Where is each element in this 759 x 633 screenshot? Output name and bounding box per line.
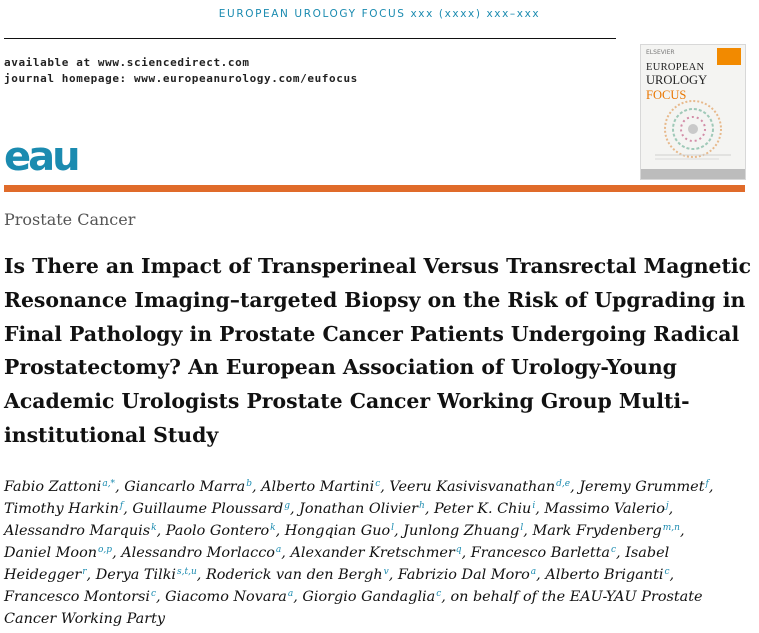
header-rule [4, 38, 616, 39]
title-line: Final Pathology in Prostate Cancer Patients Undergoing Radical [4, 321, 740, 346]
author-separator: , [570, 479, 580, 495]
author-separator: , [535, 501, 545, 517]
journal-cover-thumbnail [640, 44, 746, 180]
journal-homepage: journal homepage: www.europeanurology.com/eufocus [4, 72, 358, 85]
affiliation-marker[interactable]: f [705, 479, 709, 490]
author-name: Hongqian Guo [284, 523, 391, 539]
author-separator: , [441, 589, 451, 605]
author-name: Isabel [625, 545, 670, 561]
author-separator: , [251, 479, 262, 495]
affiliation-marker[interactable]: c [150, 589, 156, 600]
author-name: Heidegger [4, 567, 82, 583]
cover-title-line1: EUROPEAN [646, 62, 705, 73]
author-separator: , [424, 501, 434, 517]
author-separator: , [281, 545, 291, 561]
title-line: Academic Urologists Prostate Cancer Working Group Multi- [4, 389, 690, 414]
author-name: Peter K. Chiu [433, 501, 532, 517]
author-name: Alexander Kretschmer [290, 545, 455, 561]
author-line [4, 586, 754, 608]
title-line: Prostatectomy? An European Association of Urology-Young [4, 355, 677, 380]
author-name: Giacomo Novara [165, 589, 287, 605]
affiliation-marker[interactable]: o,p [98, 545, 113, 556]
author-line [4, 608, 754, 630]
author-name: Junlong Zhuang [403, 523, 520, 539]
section-label: Prostate Cancer [4, 210, 136, 229]
author-separator: , [289, 501, 300, 517]
affiliation-marker[interactable]: l [520, 523, 524, 534]
journal-running-header: EUROPEAN UROLOGY FOCUS xxx (xxxx) xxx–xxx [218, 8, 541, 20]
author-separator: , [275, 523, 285, 539]
author-name: Alberto Briganti [545, 567, 664, 583]
author-separator: , [293, 589, 303, 605]
affiliation-marker[interactable]: s,t,u [177, 567, 197, 578]
cover-artwork [649, 93, 737, 163]
author-name: Jonathan Olivier [299, 501, 419, 517]
affiliation-marker[interactable]: d,e [556, 479, 571, 490]
affiliation-marker[interactable]: a [287, 589, 294, 600]
author-name: Francesco Barletta [470, 545, 610, 561]
cover-impact-badge [717, 48, 741, 65]
affiliation-marker[interactable]: l [391, 523, 395, 534]
author-line [4, 542, 754, 564]
author-line [4, 520, 754, 542]
cover-title-word1: UROLOGY [646, 73, 707, 87]
affiliation-marker[interactable]: a [530, 567, 537, 578]
author-separator: , [196, 567, 206, 583]
affiliation-marker[interactable]: a [275, 545, 282, 556]
author-line [4, 476, 754, 498]
author-separator: , [708, 479, 714, 495]
author-name: Daniel Moon [4, 545, 98, 561]
affiliation-marker[interactable]: h [419, 501, 425, 512]
affiliation-marker[interactable]: b [246, 479, 252, 490]
cover-publisher-mark: ELSEVIER [646, 49, 675, 56]
affiliation-marker[interactable]: j [665, 501, 669, 512]
author-separator: , [380, 479, 390, 495]
author-separator: , [536, 567, 546, 583]
author-separator: , [616, 545, 626, 561]
affiliation-marker[interactable]: r [82, 567, 87, 578]
affiliation-marker[interactable]: a,* [102, 479, 116, 490]
affiliation-marker[interactable]: f [119, 501, 124, 512]
author-name: Paolo Gontero [165, 523, 270, 539]
author-name: Jeremy Grummet [579, 479, 705, 495]
sciencedirect-availability: available at www.sciencedirect.com [4, 56, 250, 69]
author-name: Cancer Working Party [4, 611, 166, 627]
author-separator: , [461, 545, 471, 561]
affiliation-marker[interactable]: c [664, 567, 670, 578]
cover-title-word2: FOCUS [646, 88, 687, 102]
author-name: Francesco Montorsi [4, 589, 150, 605]
author-separator: , [388, 567, 398, 583]
author-separator: , [86, 567, 96, 583]
affiliation-marker[interactable]: k [270, 523, 276, 534]
author-name: Fabio Zattoni [4, 479, 102, 495]
affiliation-marker[interactable]: v [383, 567, 389, 578]
author-name: Roderick van den Bergh [205, 567, 383, 583]
author-separator: , [156, 589, 166, 605]
affiliation-marker[interactable]: k [151, 523, 157, 534]
author-list [4, 476, 754, 630]
affiliation-marker[interactable]: c [375, 479, 381, 490]
affiliation-marker[interactable]: i [532, 501, 536, 512]
orange-divider [4, 185, 745, 192]
eau-logo [4, 136, 90, 178]
author-name: Fabrizio Dal Moro [397, 567, 530, 583]
author-name: Alessandro Morlacco [121, 545, 275, 561]
author-name: Giorgio Gandaglia [302, 589, 436, 605]
author-name: Massimo Valerio [544, 501, 665, 517]
cover-footer-band [641, 169, 745, 179]
author-separator: , [668, 501, 674, 517]
affiliation-marker[interactable]: c [611, 545, 617, 556]
author-separator: , [156, 523, 166, 539]
author-separator: , [123, 501, 133, 517]
author-name: on behalf of the EAU-YAU Prostate [450, 589, 703, 605]
author-separator: , [679, 523, 685, 539]
author-separator: , [523, 523, 533, 539]
author-name: Timothy Harkin [4, 501, 119, 517]
eau-logo-text: eau [4, 136, 78, 178]
author-separator: , [669, 567, 675, 583]
author-separator: , [394, 523, 404, 539]
author-name: Derya Tilki [95, 567, 177, 583]
author-name: Alberto Martini [261, 479, 375, 495]
author-line [4, 564, 754, 586]
title-line: Resonance Imaging–targeted Biopsy on the Risk of Upgrading in [4, 287, 746, 312]
affiliation-marker[interactable]: g [284, 501, 290, 512]
author-name: Alessandro Marquis [4, 523, 151, 539]
affiliation-marker[interactable]: q [455, 545, 462, 556]
author-separator: , [112, 545, 122, 561]
author-name: Guillaume Ploussard [132, 501, 284, 517]
title-line: Is There an Impact of Transperineal Versus Transrectal Magnetic [4, 254, 752, 278]
author-line [4, 498, 754, 520]
title-line: institutional Study [4, 422, 219, 447]
affiliation-marker[interactable]: m,n [662, 523, 680, 534]
author-separator: , [115, 479, 125, 495]
article-title [4, 250, 752, 453]
author-name: Giancarlo Marra [124, 479, 246, 495]
affiliation-marker[interactable]: c [436, 589, 442, 600]
author-name: Mark Frydenberg [532, 523, 662, 539]
author-name: Veeru Kasivisvanathan [389, 479, 556, 495]
